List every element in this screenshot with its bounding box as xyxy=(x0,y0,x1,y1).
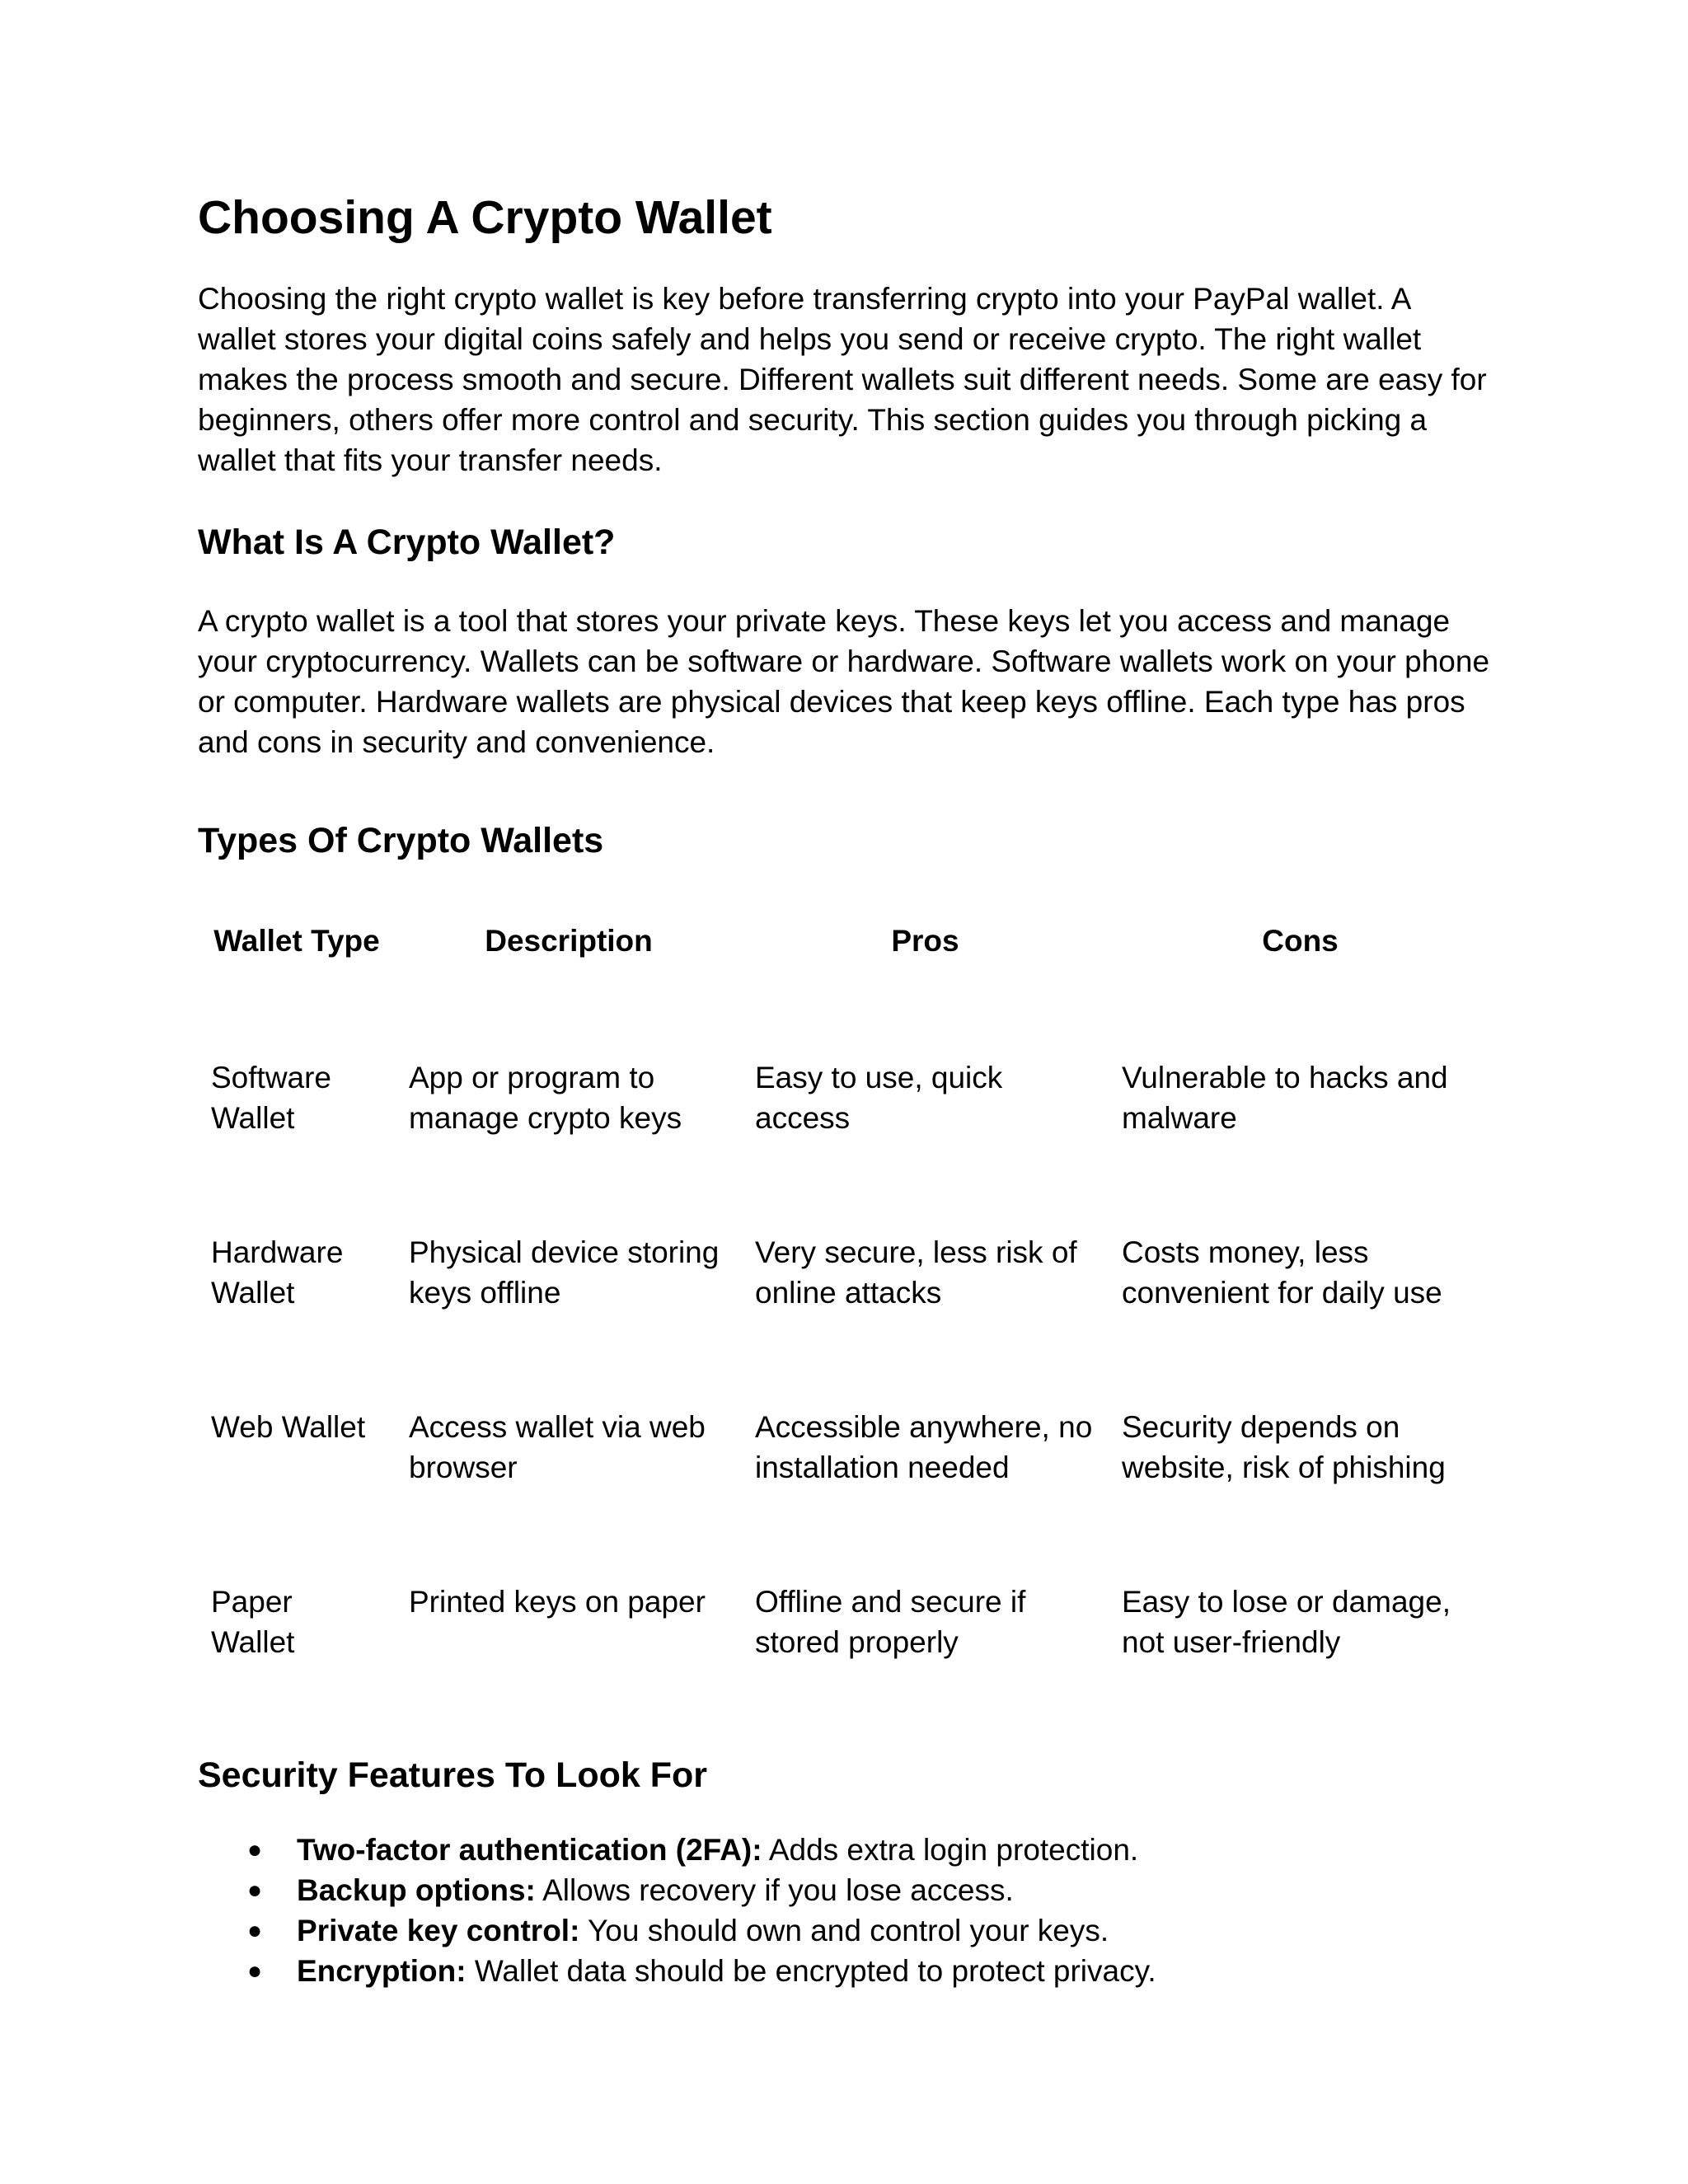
table-row xyxy=(198,1407,1492,1582)
table-cell: Offline and secure if stored properly xyxy=(755,1584,1026,1659)
list-item-text: Allows recovery if you lose access. xyxy=(535,1873,1014,1908)
table-row xyxy=(198,1582,1492,1697)
list-item xyxy=(247,1910,1492,1951)
table-header-cell: Pros xyxy=(891,923,959,958)
table-cell: Access wallet via web browser xyxy=(409,1409,706,1484)
page-title: Choosing A Crypto Wallet xyxy=(198,191,772,244)
table-header-row xyxy=(198,921,1492,1057)
table-cell: Accessible anywhere, no installation needed xyxy=(755,1409,1093,1484)
list-item-text: You should own and control your keys. xyxy=(579,1914,1109,1948)
intro-paragraph: Choosing the right crypto wallet is key before transferring crypto into your PayPal wallet. A wallet stores your digital coins safely and helps you send or receive crypto. The right wallet makes the process smooth and secure. Different wallets suit different needs. Some are easy for beginners, others offer more control and security. This section guides you through picking a wallet that fits your transfer needs. xyxy=(198,282,1487,478)
table-row xyxy=(198,1057,1492,1232)
bullet-icon: ● xyxy=(247,1917,263,1945)
table-cell: Paper Wallet xyxy=(211,1584,295,1659)
table-cell: Vulnerable to hacks and malware xyxy=(1122,1060,1448,1135)
table-header-cell: Wallet Type xyxy=(213,923,380,958)
table-cell: Physical device storing keys offline xyxy=(409,1235,720,1310)
list-item-text: Wallet data should be encrypted to protect privacy. xyxy=(466,1954,1156,1989)
table-row xyxy=(198,1232,1492,1407)
bullet-icon: ● xyxy=(247,1836,263,1864)
table-cell: Very secure, less risk of online attacks xyxy=(755,1235,1077,1310)
table-cell: Printed keys on paper xyxy=(409,1584,706,1619)
table-header-cell: Description xyxy=(485,923,653,958)
list-item-term: Two-factor authentication (2FA): xyxy=(297,1833,762,1868)
bullet-icon: ● xyxy=(247,1877,263,1905)
document-page xyxy=(198,190,1492,1991)
table-cell: Web Wallet xyxy=(211,1409,366,1444)
table-cell: App or program to manage crypto keys xyxy=(409,1060,682,1135)
what-is-paragraph: A crypto wallet is a tool that stores your private keys. These keys let you access and manage your cryptocurrency. Wallets can be software or hardware. Software wallets work on your phone or computer. Hardware wallets are physical devices that keep keys offline. Each type has pros and cons in security and convenience. xyxy=(198,603,1490,759)
table-cell: Easy to use, quick access xyxy=(755,1060,1003,1135)
list-item-term: Backup options: xyxy=(297,1873,536,1908)
list-item xyxy=(247,1951,1492,1991)
table-header-cell: Cons xyxy=(1262,923,1339,958)
table-cell: Software Wallet xyxy=(211,1060,332,1135)
section-heading-security: Security Features To Look For xyxy=(198,1755,708,1795)
table-cell: Hardware Wallet xyxy=(211,1235,344,1310)
table-cell: Easy to lose or damage, not user-friendly xyxy=(1122,1584,1451,1659)
list-item xyxy=(247,1830,1492,1870)
table-cell: Security depends on website, risk of phishing xyxy=(1122,1409,1446,1484)
section-heading-types: Types Of Crypto Wallets xyxy=(198,820,604,860)
section-heading-what-is: What Is A Crypto Wallet? xyxy=(198,523,616,563)
bullet-icon: ● xyxy=(247,1957,263,1985)
table-cell: Costs money, less convenient for daily use xyxy=(1122,1235,1442,1310)
list-item-text: Adds extra login protection. xyxy=(762,1833,1139,1868)
list-item-term: Encryption: xyxy=(297,1954,467,1989)
wallet-types-table xyxy=(198,921,1492,1697)
security-features-list xyxy=(198,1830,1492,1991)
list-item-term: Private key control: xyxy=(297,1914,580,1948)
list-item xyxy=(247,1870,1492,1910)
